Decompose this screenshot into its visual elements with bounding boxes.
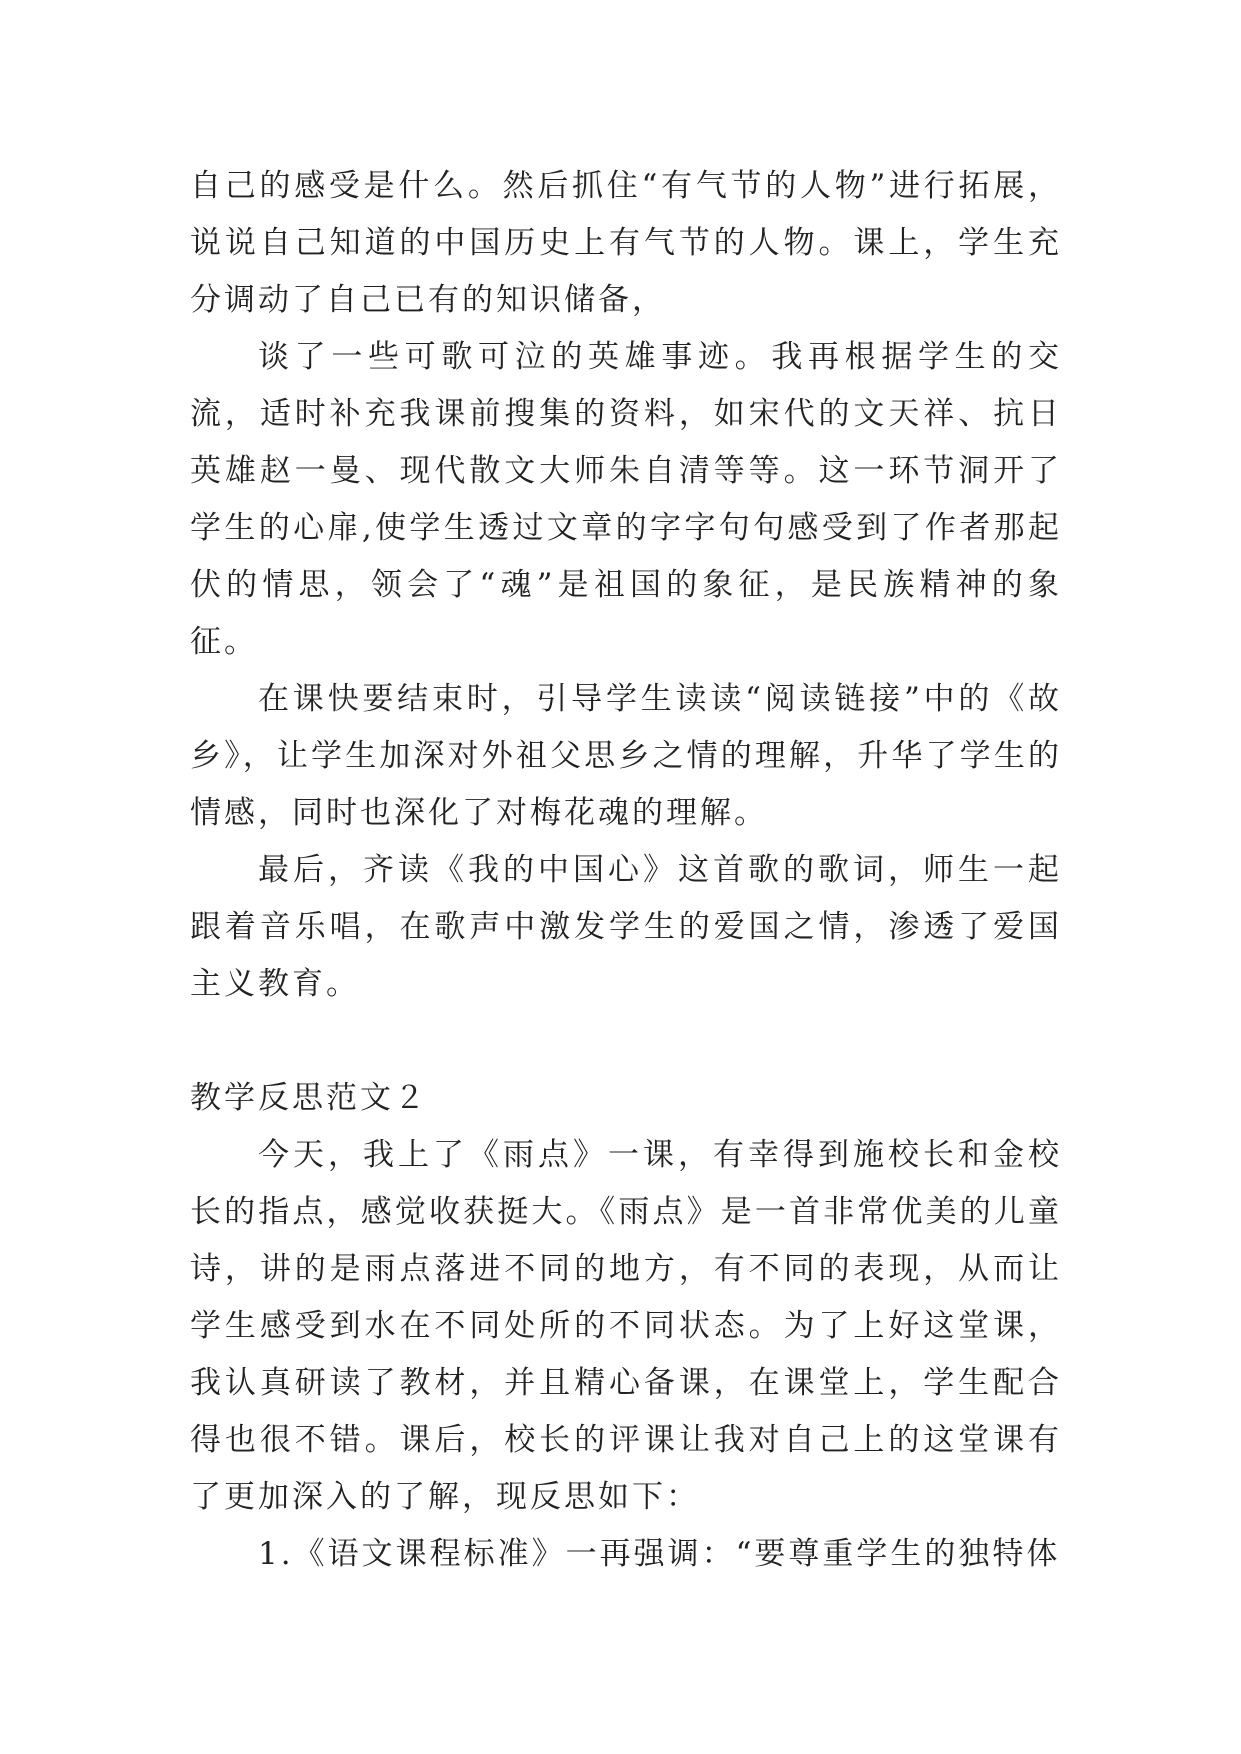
paragraph: 今天，我上了《雨点》一课，有幸得到施校长和金校长的指点，感觉收获挺大。《雨点》是一首非常优美的儿童诗，讲的是雨点落进不同的地方，有不同的表现，从而让学生感受到水在不同处所的不同状态。为了上好这堂课，我认真研读了教材，并且精心备课，在课堂上，学生配合得也很不错。课后，校长的评课让我对自己上的这堂课有了更加深入的了解，现反思如下：: [190, 1137, 1062, 1515]
document-body: [190, 158, 1062, 1583]
paragraph: 谈了一些可歌可泣的英雄事迹。我再根据学生的交流，适时补充我课前搜集的资料，如宋代的文天祥、抗日英雄赵一曼、现代散文大师朱自清等等。这一环节洞开了学生的心扉,使学生透过文章的字字句句感受到了作者那起伏的情思，领会了“魂”是祖国的象征，是民族精神的象征。: [190, 339, 1062, 660]
paragraph: 在课快要结束时，引导学生读读“阅读链接”中的《故乡》，让学生加深对外祖父思乡之情的理解，升华了学生的情感，同时也深化了对梅花魂的理解。: [190, 681, 1062, 831]
paragraph: 最后，齐读《我的中国心》这首歌的歌词，师生一起跟着音乐唱，在歌声中激发学生的爱国之情，渗透了爱国主义教育。: [190, 852, 1062, 1002]
section-heading: 教学反思范文２: [190, 1080, 428, 1116]
paragraph-continuation: 自己的感受是什么。然后抓住“有气节的人物”进行拓展，说说自己知道的中国历史上有气节的人物。课上，学生充分调动了自己已有的知识储备，: [190, 168, 1062, 318]
paragraph-numbered: 1.《语文课程标准》一再强调：“要尊重学生的独特体: [258, 1536, 1061, 1572]
